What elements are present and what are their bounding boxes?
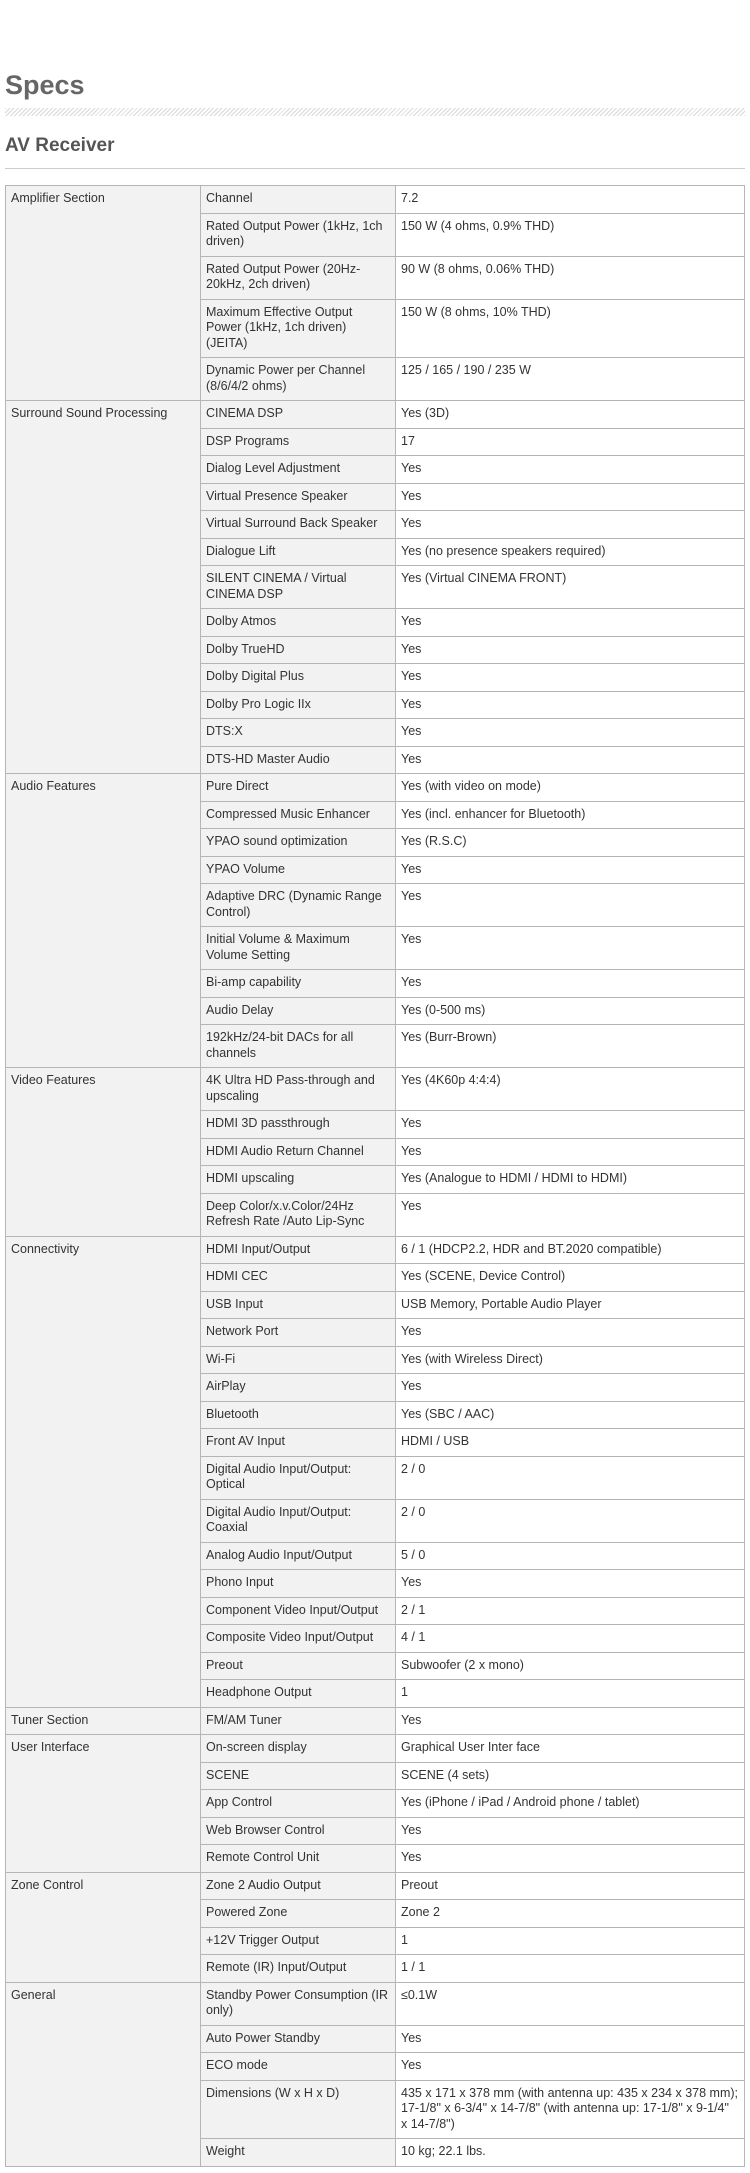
spec-item-value: Yes	[396, 664, 745, 692]
spec-item-value: 7.2	[396, 186, 745, 214]
spec-item-value: Yes	[396, 609, 745, 637]
spec-item-value: Yes (SBC / AAC)	[396, 1401, 745, 1429]
spec-item-label: Bluetooth	[201, 1401, 396, 1429]
spec-item-label: HDMI upscaling	[201, 1166, 396, 1194]
spec-item-label: Composite Video Input/Output	[201, 1625, 396, 1653]
spec-item-value: Zone 2	[396, 1900, 745, 1928]
spec-item-value: 1 / 1	[396, 1955, 745, 1983]
spec-item-label: Channel	[201, 186, 396, 214]
spec-item-value: Yes (4K60p 4:4:4)	[396, 1068, 745, 1111]
spec-item-label: Front AV Input	[201, 1429, 396, 1457]
spec-item-label: Initial Volume & Maximum Volume Setting	[201, 927, 396, 970]
spec-item-label: Virtual Presence Speaker	[201, 483, 396, 511]
spec-item-value: 90 W (8 ohms, 0.06% THD)	[396, 256, 745, 299]
spec-item-value: Yes (no presence speakers required)	[396, 538, 745, 566]
spec-item-label: +12V Trigger Output	[201, 1927, 396, 1955]
spec-item-label: Weight	[201, 2139, 396, 2167]
section-title: AV Receiver	[5, 135, 115, 156]
spec-category: Zone Control	[6, 1872, 201, 1982]
spec-category: Video Features	[6, 1068, 201, 1237]
spec-item-label: Component Video Input/Output	[201, 1597, 396, 1625]
spec-item-label: Powered Zone	[201, 1900, 396, 1928]
spec-item-label: Dolby Digital Plus	[201, 664, 396, 692]
spec-item-label: ECO mode	[201, 2053, 396, 2081]
spec-item-value: Yes	[396, 1193, 745, 1236]
spec-item-value: Yes (Virtual CINEMA FRONT)	[396, 566, 745, 609]
spec-item-label: Maximum Effective Output Power (1kHz, 1ch driven) (JEITA)	[201, 299, 396, 358]
spec-item-label: Headphone Output	[201, 1680, 396, 1708]
spec-category: Tuner Section	[6, 1707, 201, 1735]
spec-item-label: Dolby Pro Logic IIx	[201, 691, 396, 719]
spec-item-label: Bi-amp capability	[201, 970, 396, 998]
spec-item-value: Yes	[396, 856, 745, 884]
spec-item-label: Network Port	[201, 1319, 396, 1347]
spec-item-label: YPAO sound optimization	[201, 829, 396, 857]
spec-item-label: DSP Programs	[201, 428, 396, 456]
spec-item-label: Remote (IR) Input/Output	[201, 1955, 396, 1983]
spec-item-label: HDMI Audio Return Channel	[201, 1138, 396, 1166]
spec-item-value: Yes (iPhone / iPad / Android phone / tablet)	[396, 1790, 745, 1818]
spec-item-label: Adaptive DRC (Dynamic Range Control)	[201, 884, 396, 927]
spec-item-value: 2 / 1	[396, 1597, 745, 1625]
spec-category: Amplifier Section	[6, 186, 201, 401]
spec-item-value: Preout	[396, 1872, 745, 1900]
spec-item-label: Rated Output Power (20Hz-20kHz, 2ch driven)	[201, 256, 396, 299]
spec-item-value: Yes	[396, 1374, 745, 1402]
spec-item-value: Yes	[396, 719, 745, 747]
spec-item-value: Yes (Analogue to HDMI / HDMI to HDMI)	[396, 1166, 745, 1194]
spec-item-label: Standby Power Consumption (IR only)	[201, 1982, 396, 2025]
spec-item-label: Dolby Atmos	[201, 609, 396, 637]
title-divider	[5, 108, 745, 116]
spec-item-label: DTS:X	[201, 719, 396, 747]
spec-item-value: 17	[396, 428, 745, 456]
spec-item-label: Wi-Fi	[201, 1346, 396, 1374]
spec-item-label: Dolby TrueHD	[201, 636, 396, 664]
spec-item-label: SILENT CINEMA / Virtual CINEMA DSP	[201, 566, 396, 609]
spec-item-value: Yes	[396, 483, 745, 511]
spec-item-value: Yes	[396, 456, 745, 484]
spec-item-value: Yes (with Wireless Direct)	[396, 1346, 745, 1374]
spec-item-label: HDMI 3D passthrough	[201, 1111, 396, 1139]
spec-item-value: Yes (with video on mode)	[396, 774, 745, 802]
spec-item-label: Analog Audio Input/Output	[201, 1542, 396, 1570]
spec-item-label: Pure Direct	[201, 774, 396, 802]
spec-item-label: HDMI CEC	[201, 1264, 396, 1292]
spec-item-label: Dynamic Power per Channel (8/6/4/2 ohms)	[201, 358, 396, 401]
spec-item-value: Yes	[396, 636, 745, 664]
spec-item-value: 2 / 0	[396, 1499, 745, 1542]
spec-row	[6, 401, 745, 429]
spec-item-label: 192kHz/24-bit DACs for all channels	[201, 1025, 396, 1068]
spec-category: General	[6, 1982, 201, 2166]
spec-item-value: 125 / 165 / 190 / 235 W	[396, 358, 745, 401]
spec-item-value: 1	[396, 1680, 745, 1708]
spec-item-label: 4K Ultra HD Pass-through and upscaling	[201, 1068, 396, 1111]
spec-item-value: USB Memory, Portable Audio Player	[396, 1291, 745, 1319]
spec-item-label: Zone 2 Audio Output	[201, 1872, 396, 1900]
page-title: Specs	[5, 70, 85, 100]
spec-item-value: 150 W (8 ohms, 10% THD)	[396, 299, 745, 358]
spec-item-value: 1	[396, 1927, 745, 1955]
spec-item-label: HDMI Input/Output	[201, 1236, 396, 1264]
spec-item-label: Preout	[201, 1652, 396, 1680]
spec-category: User Interface	[6, 1735, 201, 1873]
spec-item-value: Yes	[396, 691, 745, 719]
spec-item-value: Yes (0-500 ms)	[396, 997, 745, 1025]
spec-item-label: Digital Audio Input/Output: Coaxial	[201, 1499, 396, 1542]
spec-row	[6, 1236, 745, 1264]
spec-row	[6, 1068, 745, 1111]
spec-item-value: Yes	[396, 1138, 745, 1166]
spec-item-value: Yes	[396, 1707, 745, 1735]
spec-item-value: Yes (Burr-Brown)	[396, 1025, 745, 1068]
spec-item-value: Graphical User Inter face	[396, 1735, 745, 1763]
spec-item-value: Yes (incl. enhancer for Bluetooth)	[396, 801, 745, 829]
section-divider	[5, 168, 745, 169]
spec-item-value: Yes	[396, 970, 745, 998]
spec-item-label: Dialog Level Adjustment	[201, 456, 396, 484]
spec-item-label: Remote Control Unit	[201, 1845, 396, 1873]
spec-item-value: Yes	[396, 927, 745, 970]
spec-item-label: Deep Color/x.v.Color/24Hz Refresh Rate /Auto Lip-Sync	[201, 1193, 396, 1236]
spec-table-body	[6, 186, 745, 2167]
spec-item-value: 5 / 0	[396, 1542, 745, 1570]
spec-item-label: Phono Input	[201, 1570, 396, 1598]
spec-item-value: Yes	[396, 1319, 745, 1347]
spec-item-value: Yes (3D)	[396, 401, 745, 429]
spec-category: Surround Sound Processing	[6, 401, 201, 774]
spec-item-value: Yes	[396, 1817, 745, 1845]
spec-item-label: Auto Power Standby	[201, 2025, 396, 2053]
spec-item-value: 4 / 1	[396, 1625, 745, 1653]
spec-item-value: Yes	[396, 1845, 745, 1873]
spec-item-value: Yes	[396, 884, 745, 927]
spec-item-value: HDMI / USB	[396, 1429, 745, 1457]
spec-item-value: 150 W (4 ohms, 0.9% THD)	[396, 213, 745, 256]
spec-item-label: USB Input	[201, 1291, 396, 1319]
spec-item-label: SCENE	[201, 1762, 396, 1790]
spec-item-label: App Control	[201, 1790, 396, 1818]
spec-table	[5, 185, 745, 2167]
spec-row	[6, 1707, 745, 1735]
spec-item-label: CINEMA DSP	[201, 401, 396, 429]
spec-row	[6, 186, 745, 214]
spec-item-label: Dialogue Lift	[201, 538, 396, 566]
spec-item-value: 6 / 1 (HDCP2.2, HDR and BT.2020 compatible)	[396, 1236, 745, 1264]
spec-item-value: Yes	[396, 2053, 745, 2081]
spec-item-value: Subwoofer (2 x mono)	[396, 1652, 745, 1680]
spec-item-value: 2 / 0	[396, 1456, 745, 1499]
spec-item-value: Yes	[396, 511, 745, 539]
spec-item-label: FM/AM Tuner	[201, 1707, 396, 1735]
spec-item-label: AirPlay	[201, 1374, 396, 1402]
spec-item-value: Yes	[396, 746, 745, 774]
spec-item-value: Yes (SCENE, Device Control)	[396, 1264, 745, 1292]
spec-item-value: SCENE (4 sets)	[396, 1762, 745, 1790]
spec-item-value: Yes	[396, 1111, 745, 1139]
spec-item-label: YPAO Volume	[201, 856, 396, 884]
spec-item-label: Compressed Music Enhancer	[201, 801, 396, 829]
spec-item-label: Virtual Surround Back Speaker	[201, 511, 396, 539]
spec-item-label: On-screen display	[201, 1735, 396, 1763]
spec-item-label: Rated Output Power (1kHz, 1ch driven)	[201, 213, 396, 256]
spec-row	[6, 1735, 745, 1763]
spec-category: Audio Features	[6, 774, 201, 1068]
spec-category: Connectivity	[6, 1236, 201, 1707]
spec-item-value: 435 x 171 x 378 mm (with antenna up: 435 x 234 x 378 mm); 17-1/8" x 6-3/4" x 14-7/8" (with antenna up: 17-1/8" x 9-1/4" x 14-7/8")	[396, 2080, 745, 2139]
spec-row	[6, 1872, 745, 1900]
spec-item-label: DTS-HD Master Audio	[201, 746, 396, 774]
spec-item-label: Audio Delay	[201, 997, 396, 1025]
spec-item-value: 10 kg; 22.1 lbs.	[396, 2139, 745, 2167]
spec-item-value: Yes (R.S.C)	[396, 829, 745, 857]
spec-item-label: Dimensions (W x H x D)	[201, 2080, 396, 2139]
spec-item-value: Yes	[396, 1570, 745, 1598]
spec-row	[6, 774, 745, 802]
spec-item-value: ≤0.1W	[396, 1982, 745, 2025]
spec-row	[6, 1982, 745, 2025]
spec-item-value: Yes	[396, 2025, 745, 2053]
spec-item-label: Digital Audio Input/Output: Optical	[201, 1456, 396, 1499]
spec-item-label: Web Browser Control	[201, 1817, 396, 1845]
